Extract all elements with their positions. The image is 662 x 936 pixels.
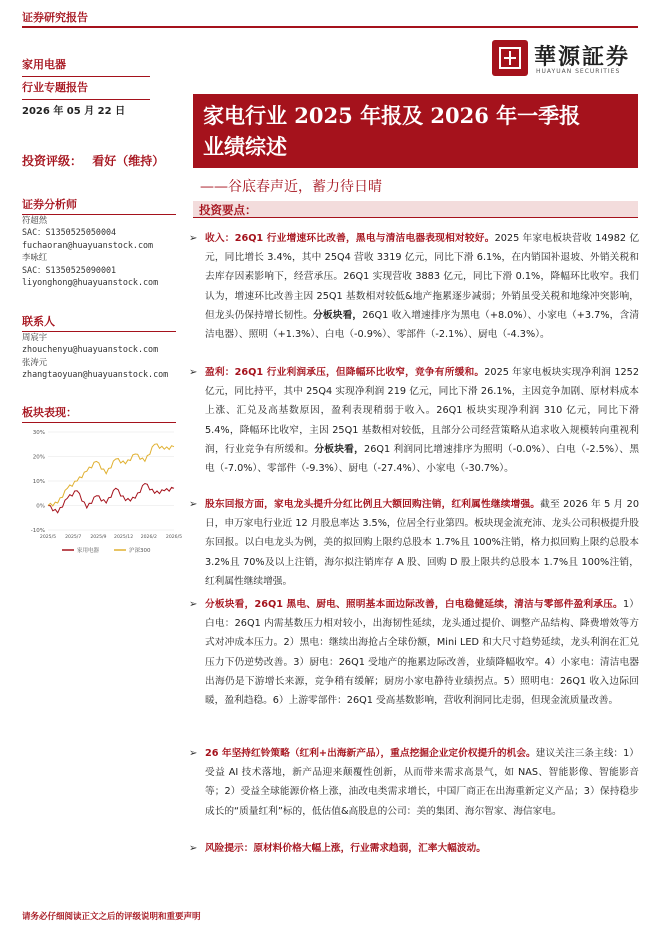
- report-subtitle: ——谷底春声近，蓄力待日晴: [200, 179, 382, 195]
- contact-email-link[interactable]: zhouchenyu@huayuanstock.com: [22, 344, 159, 355]
- paragraph-body: 2025 年家电板块实现净利润 1252 亿元，同比持平，其中 25Q4 实现净利润 219 亿元，同比下滑 26.1%，主因竞争加剧、原材料成本上涨、汇兑及高基数原因，盈利表现稍弱于收入。26Q1 板块实现净利润 310 亿元，同比下滑 5.4%，降幅环比收窄，主因 25Q1 基数相对较低，且部分公司经营策略从追求收入规模转向重视利润，行业竞争有所缓和。: [205, 367, 640, 455]
- analyst-line: SAC：S1350525090001: [22, 264, 117, 275]
- sector-performance-chart: [22, 424, 182, 564]
- paragraph-body: 建议关注三条主线：1）受益 AI 技术落地，新产品迎来颠覆性创新，从而带来需求高景气，如 NAS、智能影像、智能影音等；2）受益全球能源价格上涨，油改电类需求增长，中国厂商正在出海重新定义产品；3）保持稳步成长的“质量红利”标的，低估值&高股息的公司：美的集团、海尔智家、海信家电。: [205, 748, 639, 817]
- paragraph-body: 截至 2026 年 5 月 20 日，申万家电行业近 12 月股息率达 3.5%，位居全行业第四。板块现金流充沛、龙头公司积极提升股东回报。以白电龙头为例，美的拟回购上限约总股本 1.7%且 100%注销，格力拟回购上限约总股本 3.2%且 70%及以上注销，海尔拟注销库存 A 股、回购 D 股上限共约总股本 1.7%且 100%注销，红利属性继续增强。: [205, 499, 639, 587]
- chart-xtick-label: 2025/7: [65, 535, 82, 540]
- bullet-arrow-icon: ➢: [189, 499, 198, 510]
- analysts-heading: 证券分析师: [22, 196, 176, 215]
- chart-series-line: [48, 484, 174, 513]
- paragraph-profit: [189, 363, 640, 478]
- title-line-2: 业绩综述: [203, 134, 287, 159]
- analyst-line: 李咏红: [22, 252, 48, 263]
- top-divider: [22, 26, 638, 28]
- logo-mark-icon: [492, 40, 528, 76]
- bullet-arrow-icon: ➢: [189, 843, 198, 854]
- title-line-1: 家电行业 2025 年报及 2026 年一季报: [203, 103, 581, 128]
- logo-en-text: HUAYUAN SECURITIES: [536, 68, 621, 75]
- chart-ytick-label: 10%: [32, 479, 45, 485]
- analyst-email-link[interactable]: liyonghong@huayuanstock.com: [22, 277, 159, 288]
- paragraph-lead: 盈利：26Q1 行业利润承压，但降幅环比收窄，竞争有所缓和。: [205, 367, 485, 378]
- chart-ytick-label: 30%: [32, 430, 45, 436]
- chart-ytick-label: -10%: [30, 528, 45, 534]
- rating-label: 投资评级：: [22, 154, 83, 168]
- paragraph-shareholder-return: [189, 495, 639, 591]
- chart-ytick-label: 20%: [32, 454, 45, 461]
- contact-line: 周宸宇: [22, 332, 48, 342]
- paragraph-strategy: [189, 744, 639, 821]
- key-points-heading: 投资要点：: [199, 203, 257, 217]
- rating-value: 看好（维持）: [92, 154, 165, 168]
- report-type-label: 行业专题报告: [22, 77, 150, 100]
- paragraph-lead-2: 分板块看，: [314, 443, 365, 455]
- investment-rating: [22, 152, 164, 169]
- contact-email-link[interactable]: zhangtaoyuan@huayuanstock.com: [22, 369, 169, 380]
- industry-block: [22, 54, 150, 100]
- chart-heading: 板块表现：: [22, 404, 176, 423]
- analyst-email-link[interactable]: fuchaoran@huayuanstock.com: [22, 239, 154, 250]
- chart-legend-label: 沪深300: [129, 548, 151, 554]
- industry-label: 家用电器: [22, 54, 150, 77]
- chart-svg: [22, 424, 182, 564]
- chart-legend-label: 家用电器: [77, 548, 100, 554]
- paragraph-lead: 分板块看，26Q1 黑电、厨电、照明基本面边际改善，白电稳健延续，清洁与零部件盈利承压。: [205, 599, 623, 610]
- report-category-tag: 证券研究报告: [22, 11, 88, 24]
- chart-xtick-label: 2025/12: [114, 535, 134, 540]
- analyst-line: SAC：S1350525050004: [22, 227, 117, 238]
- chart-xtick-label: 2025/5: [39, 535, 57, 540]
- paragraph-lead-2: 分板块看，: [313, 309, 363, 321]
- chart-xtick-label: 2026/2: [140, 535, 157, 540]
- paragraph-revenue: [189, 229, 640, 344]
- report-date: 2026 年 05 月 22 日: [22, 106, 126, 117]
- contacts-heading: 联系人: [22, 313, 176, 332]
- chart-xtick-label: 2026/5: [165, 535, 182, 540]
- paragraph-body-2: 26Q1 利润同比增速排序为照明（-0.0%）、白电（-2.5%）、黑电（-7.0%）、零部件（-9.3%）、厨电（-27.4%）、小家电（-30.7%）。: [205, 443, 640, 475]
- report-title: [193, 94, 638, 168]
- chart-ytick-label: 0%: [36, 503, 45, 510]
- footer-disclaimer: 请务必仔细阅读正文之后的评级说明和重要声明: [22, 912, 201, 922]
- paragraph-risk: [189, 839, 639, 858]
- contact-line: 张涛元: [22, 356, 48, 367]
- bullet-arrow-icon: ➢: [189, 599, 198, 610]
- analysts-list: [22, 214, 158, 288]
- analyst-line: 符超然: [22, 215, 48, 225]
- bullet-arrow-icon: ➢: [189, 233, 198, 244]
- paragraph-lead: 股东回报方面，家电龙头提升分红比例且大额回购注销，红利属性继续增强。: [205, 499, 541, 510]
- paragraph-body-2: 26Q1 收入增速排序为黑电（+8.0%）、小家电（+3.7%，含清洁电器）、照明（+1.3%）、白电（-0.9%）、零部件（-2.1%）、厨电（-4.3%）。: [205, 309, 640, 341]
- paragraph-body: 1）白电：26Q1 内需基数压力相对较小，出海韧性延续，龙头通过提价、调整产品结构、降费增效等方式对冲成本压力。2）黑电：继续出海抢占全球份额，Mini LED 和大尺寸趋势延续，龙头利润在汇兑压力下仍逆势改善。3）厨电：26Q1 受地产的拖累边际改善，业绩降幅收窄。4）小家电：清洁电器出海仍是下游增长来源，竞争稍有缓解；厨房小家电静待业绩拐点。5）照明电：26Q1 收入边际回暖，盈利趋稳。6）上游零部件：26Q1 受高基数影响，营收利润同比走弱，但现金流质量改善。: [205, 599, 639, 707]
- logo-cn-text: 華源証券: [534, 44, 631, 70]
- paragraph-body: 2025 年家电板块营收 14982 亿元，同比增长 3.4%，其中 25Q4 营收 3319 亿元，同比下滑 6.1%，在内销国补退坡、外销关税和去库存因素影响下，经营承压。26Q1 实现营收 3883 亿元，同比下滑 0.1%，降幅环比收窄。我们认为，增速环比改善主因 25Q1 基数相对较低&地产拖累逐步减弱；外销虽受关税和地缘冲突影响，但龙头仍保持增长韧性。: [205, 233, 640, 321]
- paragraph-lead: 26 年坚持红铃策略（红利+出海新产品），重点挖掘企业定价权提升的机会。: [205, 748, 536, 759]
- key-points-header: [193, 201, 638, 218]
- paragraph-lead: 收入：26Q1 行业增速环比改善，黑电与清洁电器表现相对较好。: [205, 233, 495, 244]
- paragraph-segments: [189, 595, 639, 710]
- company-logo: [492, 40, 632, 88]
- bullet-arrow-icon: ➢: [189, 748, 198, 759]
- contacts-list: [22, 331, 168, 381]
- paragraph-lead: 风险提示：原材料价格大幅上涨，行业需求趋弱，汇率大幅波动。: [205, 843, 486, 854]
- chart-xtick-label: 2025/9: [90, 535, 107, 540]
- bullet-arrow-icon: ➢: [189, 367, 198, 378]
